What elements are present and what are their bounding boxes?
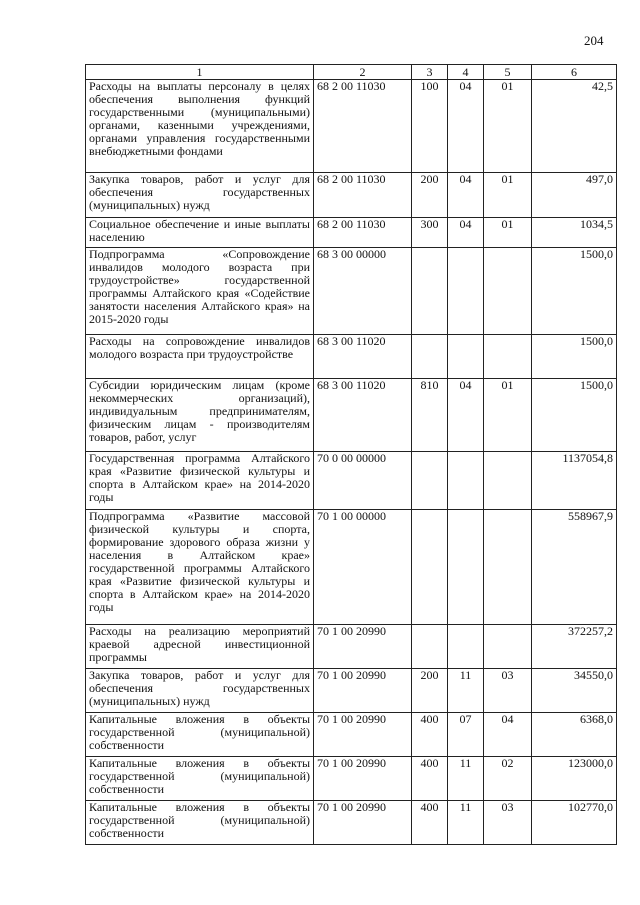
- row-section: [448, 510, 484, 625]
- row-target-code: 68 2 00 11030: [314, 173, 412, 218]
- row-amount: 497,0: [532, 173, 617, 218]
- row-subsection: 01: [484, 379, 532, 452]
- row-name: Подпрограмма «Сопровождение инвалидов молодого возраста при трудоустройстве» государственной программы Алтайского края «Содействие занятости населения Алтайского края» на 2015-2020 годы: [86, 248, 314, 335]
- table-row: [86, 669, 617, 713]
- row-amount: 372257,2: [532, 625, 617, 669]
- row-amount: 1500,0: [532, 335, 617, 379]
- col-header-5: 5: [484, 65, 532, 80]
- table-row: [86, 757, 617, 801]
- row-amount: 102770,0: [532, 801, 617, 845]
- row-name: Государственная программа Алтайского края «Развитие физической культуры и спорта в Алтайском крае» на 2014-2020 годы: [86, 452, 314, 510]
- row-amount: 1137054,8: [532, 452, 617, 510]
- row-subsection: 01: [484, 80, 532, 173]
- table-row: [86, 218, 617, 248]
- row-amount: 123000,0: [532, 757, 617, 801]
- row-expense-type: [412, 452, 448, 510]
- row-amount: 1034,5: [532, 218, 617, 248]
- table-row: [86, 452, 617, 510]
- header-row: [86, 65, 617, 80]
- row-amount: 1500,0: [532, 379, 617, 452]
- row-section: 11: [448, 801, 484, 845]
- table-row: [86, 173, 617, 218]
- row-expense-type: [412, 248, 448, 335]
- row-section: [448, 335, 484, 379]
- row-name: Субсидии юридическим лицам (кроме некоммерческих организаций), индивидуальным предпринимателям, физическим лицам - производителям товаров, работ, услуг: [86, 379, 314, 452]
- row-name: Закупка товаров, работ и услуг для обеспечения государственных (муниципальных) нужд: [86, 173, 314, 218]
- row-expense-type: 400: [412, 801, 448, 845]
- row-section: 04: [448, 173, 484, 218]
- row-target-code: 70 1 00 00000: [314, 510, 412, 625]
- row-amount: 558967,9: [532, 510, 617, 625]
- table-row: [86, 379, 617, 452]
- table-row: [86, 801, 617, 845]
- row-subsection: [484, 248, 532, 335]
- row-subsection: 01: [484, 218, 532, 248]
- row-expense-type: [412, 625, 448, 669]
- row-amount: 34550,0: [532, 669, 617, 713]
- table-row: [86, 80, 617, 173]
- row-target-code: 70 0 00 00000: [314, 452, 412, 510]
- row-target-code: 68 3 00 11020: [314, 379, 412, 452]
- table-row: [86, 248, 617, 335]
- row-name: Капитальные вложения в объекты государственной (муниципальной) собственности: [86, 801, 314, 845]
- row-expense-type: 100: [412, 80, 448, 173]
- row-section: 04: [448, 218, 484, 248]
- row-subsection: [484, 625, 532, 669]
- row-subsection: 02: [484, 757, 532, 801]
- row-name: Капитальные вложения в объекты государственной (муниципальной) собственности: [86, 713, 314, 757]
- row-name: Подпрограмма «Развитие массовой физической культуры и спорта, формирование здорового образа жизни у населения в Алтайском крае» государственной программы Алтайского края «Развитие физической культуры и спорта в Алтайском крае» на 2014-2020 годы: [86, 510, 314, 625]
- row-expense-type: 400: [412, 757, 448, 801]
- row-name: Расходы на выплаты персоналу в целях обеспечения выполнения функций государственными (муниципальными) органами, казенными учреждениями, органами управления государственными внебюджетными фондами: [86, 80, 314, 173]
- row-subsection: 01: [484, 173, 532, 218]
- row-target-code: 70 1 00 20990: [314, 669, 412, 713]
- row-target-code: 70 1 00 20990: [314, 625, 412, 669]
- row-name: Капитальные вложения в объекты государственной (муниципальной) собственности: [86, 757, 314, 801]
- row-name: Закупка товаров, работ и услуг для обеспечения государственных (муниципальных) нужд: [86, 669, 314, 713]
- row-amount: 1500,0: [532, 248, 617, 335]
- row-target-code: 68 3 00 00000: [314, 248, 412, 335]
- row-subsection: 03: [484, 801, 532, 845]
- row-subsection: [484, 452, 532, 510]
- row-target-code: 70 1 00 20990: [314, 713, 412, 757]
- row-target-code: 68 2 00 11030: [314, 218, 412, 248]
- col-header-3: 3: [412, 65, 448, 80]
- col-header-4: 4: [448, 65, 484, 80]
- row-target-code: 70 1 00 20990: [314, 801, 412, 845]
- row-subsection: [484, 335, 532, 379]
- table-row: [86, 713, 617, 757]
- row-section: 07: [448, 713, 484, 757]
- row-expense-type: [412, 335, 448, 379]
- row-section: [448, 625, 484, 669]
- row-amount: 6368,0: [532, 713, 617, 757]
- row-expense-type: 200: [412, 173, 448, 218]
- table-row: [86, 510, 617, 625]
- row-expense-type: 200: [412, 669, 448, 713]
- row-name: Расходы на реализацию мероприятий краевой адресной инвестиционной программы: [86, 625, 314, 669]
- row-name: Социальное обеспечение и иные выплаты населению: [86, 218, 314, 248]
- row-amount: 42,5: [532, 80, 617, 173]
- col-header-1: 1: [86, 65, 314, 80]
- table-row: [86, 335, 617, 379]
- row-target-code: 70 1 00 20990: [314, 757, 412, 801]
- row-expense-type: 810: [412, 379, 448, 452]
- col-header-6: 6: [532, 65, 617, 80]
- row-section: 04: [448, 379, 484, 452]
- row-subsection: 03: [484, 669, 532, 713]
- row-subsection: [484, 510, 532, 625]
- row-expense-type: [412, 510, 448, 625]
- row-section: 11: [448, 669, 484, 713]
- row-expense-type: 400: [412, 713, 448, 757]
- row-subsection: 04: [484, 713, 532, 757]
- row-section: 11: [448, 757, 484, 801]
- row-section: [448, 452, 484, 510]
- row-target-code: 68 2 00 11030: [314, 80, 412, 173]
- row-name: Расходы на сопровождение инвалидов молодого возраста при трудоустройстве: [86, 335, 314, 379]
- table-row: [86, 625, 617, 669]
- row-expense-type: 300: [412, 218, 448, 248]
- budget-table: [85, 64, 617, 845]
- col-header-2: 2: [314, 65, 412, 80]
- row-section: 04: [448, 80, 484, 173]
- page-number: 204: [584, 33, 604, 48]
- row-section: [448, 248, 484, 335]
- row-target-code: 68 3 00 11020: [314, 335, 412, 379]
